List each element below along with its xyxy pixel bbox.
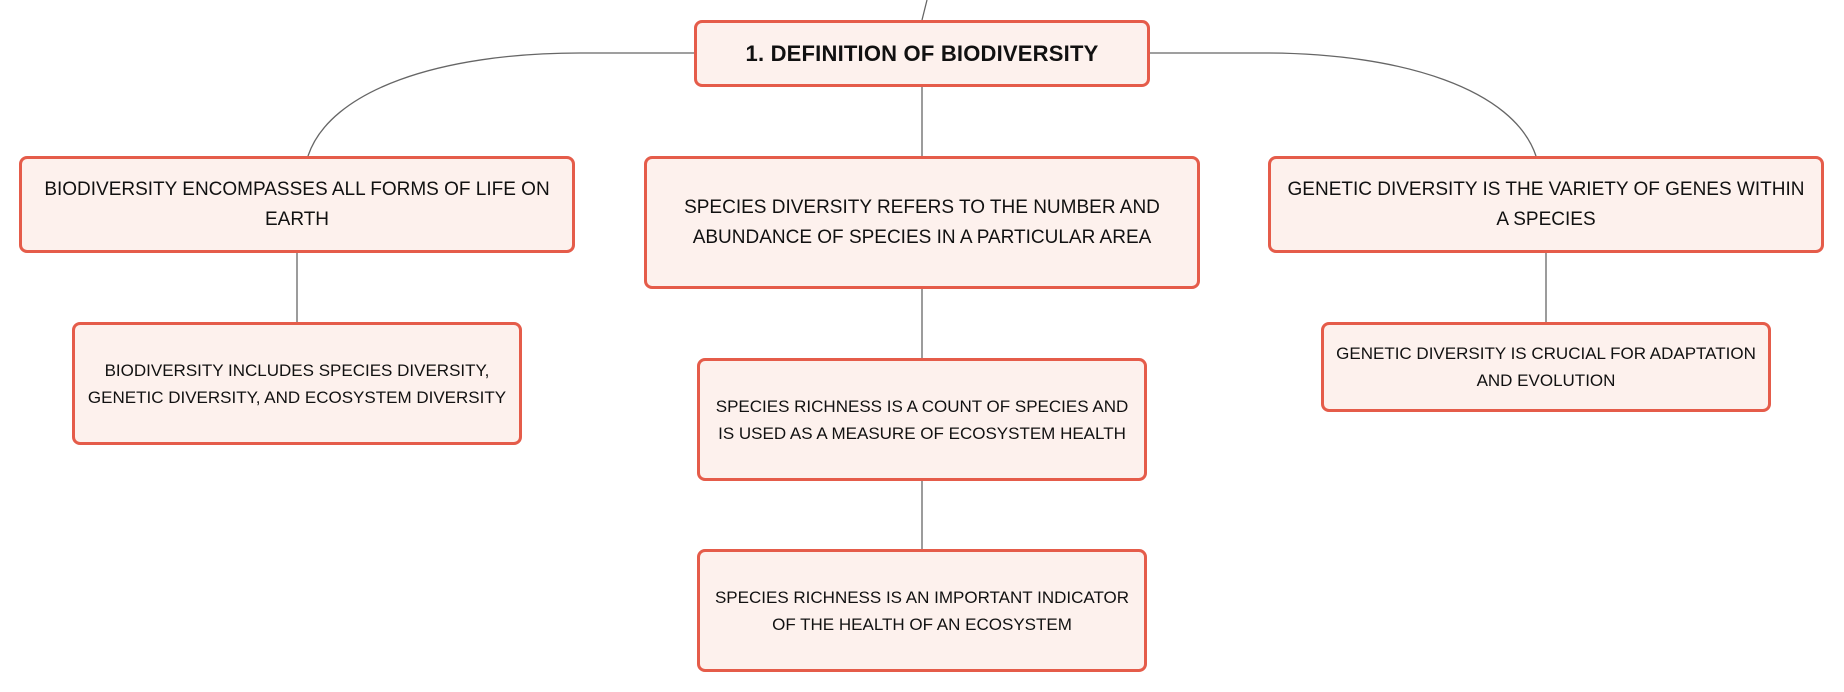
child-node-biodiversity-includes[interactable] [72,322,522,445]
child-node-genetic-adaptation[interactable] [1321,322,1771,412]
child-node-species-richness-count[interactable] [697,358,1147,481]
child-node-species-richness-indicator[interactable] [697,549,1147,672]
branch-node-species-diversity[interactable] [644,156,1200,289]
branch-node-biodiversity-forms[interactable] [19,156,575,253]
branch-node-label: GENETIC DIVERSITY IS THE VARIETY OF GENES WITHIN A SPECIES [1287,178,1805,230]
connector-root-to-branch-left [308,53,694,156]
connector-from-parent [922,0,927,20]
child-node-label: SPECIES RICHNESS IS AN IMPORTANT INDICATOR OF THE HEALTH OF AN ECOSYSTEM [714,587,1130,634]
child-node-label: GENETIC DIVERSITY IS CRUCIAL FOR ADAPTATION AND EVOLUTION [1336,344,1756,390]
child-node-label: BIODIVERSITY INCLUDES SPECIES DIVERSITY, GENETIC DIVERSITY, AND ECOSYSTEM DIVERSITY [87,360,507,407]
connector-root-to-branch-right [1150,53,1536,156]
child-node-label: SPECIES RICHNESS IS A COUNT OF SPECIES AND IS USED AS A MEASURE OF ECOSYSTEM HEALTH [715,396,1129,443]
root-node-label: 1. DEFINITION OF BIODIVERSITY [745,40,1099,66]
branch-node-label: BIODIVERSITY ENCOMPASSES ALL FORMS OF LIFE ON EARTH [44,178,550,230]
root-node[interactable] [694,20,1150,87]
branch-node-genetic-diversity[interactable] [1268,156,1824,253]
branch-node-label: SPECIES DIVERSITY REFERS TO THE NUMBER AND ABUNDANCE OF SPECIES IN A PARTICULAR AREA [684,196,1160,248]
